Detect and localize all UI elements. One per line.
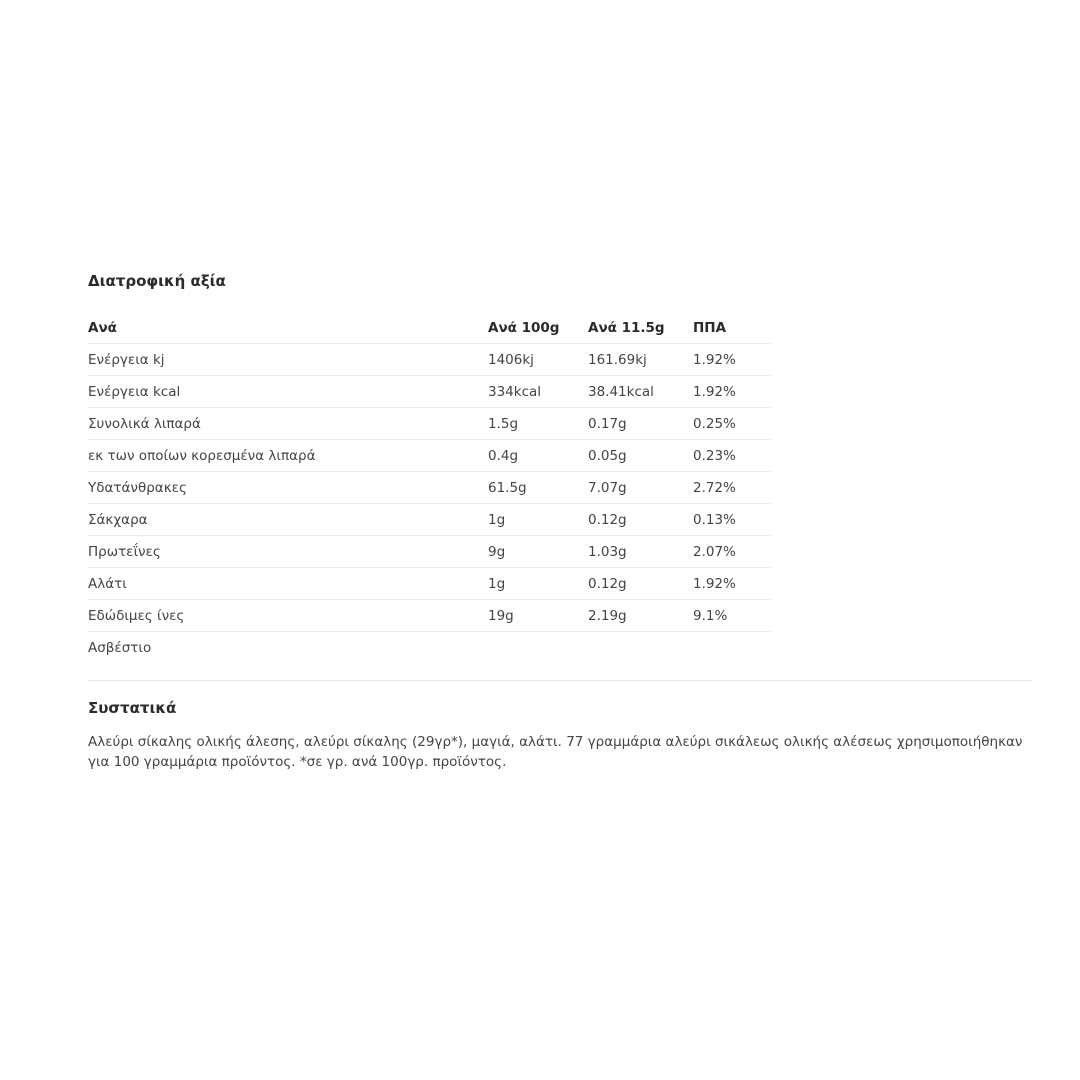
value-gda: 2.07% [693,536,771,568]
table-row [88,568,771,600]
nutrient-name: Σάκχαρα [88,504,488,536]
value-per-serving [588,632,693,664]
value-per-serving: 161.69kj [588,344,693,376]
value-per-100g: 0.4g [488,440,588,472]
value-gda: 1.92% [693,376,771,408]
header-per: Ανά [88,312,488,344]
value-gda [693,632,771,664]
table-row [88,408,771,440]
value-gda: 1.92% [693,344,771,376]
table-row [88,536,771,568]
value-per-100g: 1g [488,504,588,536]
value-per-100g: 19g [488,600,588,632]
table-row [88,376,771,408]
table-row [88,440,771,472]
value-per-100g: 61.5g [488,472,588,504]
value-per-serving: 2.19g [588,600,693,632]
value-per-serving: 38.41kcal [588,376,693,408]
value-per-100g: 1g [488,568,588,600]
value-per-serving: 0.05g [588,440,693,472]
value-gda: 2.72% [693,472,771,504]
value-gda: 0.23% [693,440,771,472]
value-per-serving: 0.12g [588,504,693,536]
nutrient-name: Ενέργεια kj [88,344,488,376]
nutrient-name: εκ των οποίων κορεσμένα λιπαρά [88,440,488,472]
value-per-100g: 9g [488,536,588,568]
section-divider [88,680,1032,681]
value-gda: 0.25% [693,408,771,440]
table-row [88,600,771,632]
nutrition-table [88,312,771,663]
product-details [88,270,1032,772]
nutrient-name: Ενέργεια kcal [88,376,488,408]
header-gda: ΠΠΑ [693,312,771,344]
value-per-100g [488,632,588,664]
nutrition-title: Διατροφική αξία [88,272,226,290]
table-row [88,472,771,504]
value-per-serving: 0.12g [588,568,693,600]
nutrient-name: Συνολικά λιπαρά [88,408,488,440]
value-gda: 0.13% [693,504,771,536]
nutrition-header-row [88,312,771,344]
nutrient-name: Εδώδιμες ίνες [88,600,488,632]
value-per-100g: 1406kj [488,344,588,376]
table-row [88,632,771,664]
table-row [88,504,771,536]
value-per-serving: 0.17g [588,408,693,440]
value-per-100g: 1.5g [488,408,588,440]
header-per-100g: Ανά 100g [488,312,588,344]
value-gda: 9.1% [693,600,771,632]
nutrient-name: Αλάτι [88,568,488,600]
value-per-serving: 1.03g [588,536,693,568]
value-per-serving: 7.07g [588,472,693,504]
nutrient-name: Ασβέστιο [88,639,152,656]
ingredients-title: Συστατικά [88,699,177,717]
nutrient-name: Υδατάνθρακες [88,472,488,504]
value-per-100g: 334kcal [488,376,588,408]
header-per-serving: Ανά 11.5g [588,312,693,344]
value-gda: 1.92% [693,568,771,600]
nutrient-name: Πρωτεΐνες [88,536,488,568]
ingredients-text: Αλεύρι σίκαλης ολικής άλεσης, αλεύρι σίκαλης (29γρ*), μαγιά, αλάτι. 77 γραμμάρια αλεύρι σικάλεως ολικής αλέσεως χρησιμοποιήθηκαν για 100 γραμμάρια προϊόντος. *σε γρ. ανά 100γρ. προϊόντος. [88,734,1023,770]
table-row [88,344,771,376]
